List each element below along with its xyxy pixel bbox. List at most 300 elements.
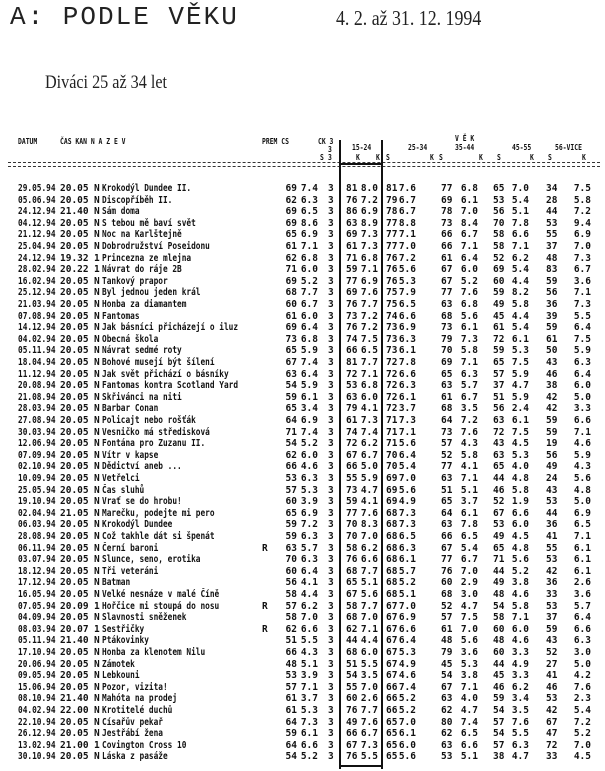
cell-k-35-44: 7.1 [460,681,478,693]
cell-ck: 3 [328,194,334,206]
cell-cs-k: 5.1 [300,658,318,670]
cell-k-45-55: 4.5 [511,531,529,542]
cell-k-35-44: 3.7 [460,496,478,508]
cell-k-56-vice: 6.1 [573,565,591,577]
cell-k-25-34: 6.5 [398,531,416,542]
cell-nazev: Barbar Conan [102,403,159,415]
table-row [0,717,605,729]
col-ck-2: 3 [328,145,332,154]
cell-k-15-24: 7.7 [360,299,378,310]
cell-cas: 20.05 [60,681,89,693]
cell-datum: 14.12.94 [18,322,56,334]
cell-s-56-vice: 19 [546,438,558,450]
cell-s-56-vice: 55 [546,229,558,241]
cell-datum: 05.11.94 [18,635,56,647]
cell-s-56-vice: 56 [546,287,558,299]
cell-k-25-34: 5.6 [398,264,416,276]
cell-ck: 3 [328,728,334,740]
cell-s-56-vice: 59 [546,322,558,334]
cell-k-25-34: 6.0 [398,739,416,751]
cell-k-25-34: 6.1 [398,391,416,403]
cell-s-25-34: 77 [386,217,398,229]
cell-s-25-34: 67 [386,635,398,647]
cell-s-15-24: 72 [346,368,358,380]
cell-cs-k: 3.9 [300,496,318,508]
cell-nazev: Vítr v kapse [102,449,159,461]
cell-s-25-34: 65 [386,728,398,740]
cell-cs-k: 6.2 [300,600,318,612]
cell-cs: 59 [285,728,297,740]
cell-k-56-vice: 3.6 [573,589,591,600]
cell-k-45-55: 5.4 [511,194,529,206]
cell-s-25-34: 68 [386,519,398,531]
col-share-label: S [439,153,443,162]
cell-k-15-24: 7.1 [360,368,378,380]
cell-cs: 57 [285,484,297,496]
cell-k-35-44: 7.1 [460,357,478,368]
cell-s-56-vice: 59 [546,275,558,287]
col-15-24: 15-24 [352,143,372,152]
cell-kanal: N [94,542,100,554]
cell-k-35-44: 5.8 [460,449,478,461]
cell-nazev: Bohové musejí být šílení [102,357,215,368]
cell-kanal: N [94,426,100,438]
cell-nazev: Návrat do ráje 2B [102,264,182,276]
cell-k-45-55: 5.2 [511,565,529,577]
cell-nazev: Slavnosti sněženek [102,612,187,624]
cell-s-45-55: 53 [493,519,505,531]
cell-k-25-34: 5.6 [398,438,416,450]
cell-k-56-vice: 4.6 [573,438,591,450]
cell-s-15-24: 49 [346,716,358,728]
cell-cas: 20.05 [60,647,89,658]
cell-cas: 21.40 [60,693,89,705]
cell-s-35-44: 68 [441,403,453,415]
cell-cs: 62 [285,194,297,206]
cell-cs-k: 4.3 [300,647,318,658]
cell-s-15-24: 67 [346,449,358,461]
cell-s-45-55: 49 [493,531,505,542]
cell-kanal: N [94,415,100,426]
cell-ck: 3 [328,647,334,658]
cell-cs-k: 5.9 [300,380,318,392]
cell-k-15-24: 7.4 [360,426,378,438]
cell-s-45-55: 59 [493,345,505,357]
cell-s-45-55: 65 [493,461,505,473]
cell-k-35-44: 3.0 [460,589,478,600]
cell-ck: 3 [328,612,334,624]
cell-ck: 3 [328,380,334,392]
cell-k-35-44: 6.7 [460,554,478,566]
cell-ck: 3 [328,484,334,496]
cell-cs-k: 6.6 [300,623,318,635]
cell-k-35-44: 5.6 [460,635,478,647]
cell-s-25-34: 65 [386,716,398,728]
cell-cas: 20.05 [60,496,89,508]
cell-k-15-24: 8.0 [360,183,378,194]
table-row [0,392,605,404]
cell-cs: 65 [285,507,297,519]
cell-datum: 04.12.94 [18,217,56,229]
cell-ck: 3 [328,287,334,299]
cell-s-15-24: 68 [346,612,358,624]
cell-cs-k: 4.6 [300,461,318,473]
cell-cas: 20.05 [60,345,89,357]
cell-datum: 12.06.94 [18,438,56,450]
cell-s-35-44: 78 [441,206,453,218]
cell-cs: 69 [285,217,297,229]
cell-datum: 25.05.94 [18,484,56,496]
cell-s-25-34: 78 [386,206,398,218]
cell-datum: 06.11.94 [18,542,56,554]
cell-s-25-34: 67 [386,612,398,624]
cell-s-35-44: 73 [441,217,453,229]
cell-ck: 3 [328,473,334,484]
cell-cs: 61 [285,310,297,322]
cell-datum: 07.05.94 [18,600,56,612]
cell-s-45-55: 60 [493,275,505,287]
cell-cs: 69 [285,275,297,287]
cell-s-56-vice: 47 [546,728,558,740]
cell-s-45-55: 59 [493,693,505,705]
cell-s-25-34: 72 [386,391,398,403]
cell-s-35-44: 69 [441,194,453,206]
cell-k-25-34: 7.6 [398,183,416,194]
cell-k-25-34: 6.1 [398,554,416,566]
cell-k-15-24: 5.5 [360,658,378,670]
cell-cs-k: 3.9 [300,670,318,682]
cell-s-45-55: 58 [493,241,505,252]
cell-cs-k: 5.9 [300,345,318,357]
cell-s-45-55: 56 [493,206,505,218]
cell-s-45-55: 59 [493,287,505,299]
cell-k-56-vice: 7.3 [573,252,591,264]
cell-s-35-44: 57 [441,612,453,624]
cell-k-35-44: 6.5 [460,531,478,542]
cell-datum: 02.04.94 [18,507,56,519]
cell-datum: 24.12.94 [18,206,56,218]
cell-s-45-55: 49 [493,299,505,310]
cell-k-56-vice: 6.6 [573,415,591,426]
cell-s-35-44: 60 [441,577,453,589]
table-row [0,705,605,717]
cell-s-45-55: 44 [493,473,505,484]
cell-s-15-24: 55 [346,473,358,484]
cell-s-56-vice: 36 [546,519,558,531]
cell-s-35-44: 67 [441,542,453,554]
cell-s-45-55: 54 [493,600,505,612]
cell-k-56-vice: 6.4 [573,612,591,624]
cell-k-56-vice: 6.5 [573,519,591,531]
cell-k-56-vice: 6.3 [573,635,591,647]
cell-cs-k: 4.4 [300,589,318,600]
cell-k-15-24: 7.1 [360,623,378,635]
cell-datum: 19.10.94 [18,496,56,508]
cell-s-56-vice: 37 [546,241,558,252]
cell-k-45-55: 4.0 [511,461,529,473]
cell-datum: 25.04.94 [18,241,56,252]
cell-ck: 3 [328,275,334,287]
cell-k-35-44: 7.0 [460,206,478,218]
cell-datum: 22.10.94 [18,716,56,728]
cell-datum: 18.04.94 [18,357,56,368]
cell-cs: 64 [285,716,297,728]
cell-k-15-24: 8.9 [360,217,378,229]
cell-s-35-44: 62 [441,728,453,740]
cell-k-45-55: 5.8 [511,299,529,310]
cell-s-25-34: 71 [386,426,398,438]
cell-k-15-24: 7.3 [360,739,378,751]
cell-datum: 20.06.94 [18,658,56,670]
table-row [0,369,605,381]
cell-ck: 3 [328,519,334,531]
cell-cs-k: 6.4 [300,368,318,380]
cell-cs: 60 [285,299,297,310]
cell-s-45-55: 65 [493,357,505,368]
cell-cs-k: 6.5 [300,206,318,218]
cell-s-25-34: 79 [386,194,398,206]
table-row [0,253,605,265]
cell-nazev: Krotitelé duchů [102,705,173,716]
cell-nazev: Honba za diamantem [102,299,187,310]
cell-s-35-44: 61 [441,623,453,635]
cell-cas: 20.05 [60,357,89,368]
cell-cs: 63 [285,368,297,380]
cell-s-35-44: 61 [441,252,453,264]
cell-cas: 20.05 [60,217,89,229]
cell-k-25-34: 6.3 [398,380,416,392]
table-row [0,183,605,195]
cell-cs-k: 6.0 [300,449,318,461]
cell-s-15-24: 69 [346,229,358,241]
cell-s-25-34: 67 [386,670,398,682]
cell-kanal: N [94,705,100,716]
cell-s-56-vice: 59 [546,426,558,438]
cell-kanal: N [94,565,100,577]
cell-cs: 62 [285,449,297,461]
col-25-34: 25-34 [408,143,428,152]
cell-ck: 3 [328,693,334,705]
cell-s-15-24: 58 [346,542,358,554]
cell-ck: 3 [328,183,334,194]
cell-cs-k: 6.4 [300,565,318,577]
cell-k-35-44: 8.4 [460,217,478,229]
cell-cs: 66 [285,647,297,658]
subtitle: Diváci 25 až 34 let [45,72,167,93]
cell-ck: 3 [328,415,334,426]
cell-s-45-55: 71 [493,554,505,566]
cell-k-45-55: 5.1 [511,206,529,218]
col-vek: V Ě K [455,134,475,143]
cell-cs: 59 [285,391,297,403]
table-row [0,635,605,647]
cell-kanal: N [94,751,100,763]
cell-k-15-24: 5.1 [360,577,378,589]
cell-k-15-24: 7.3 [360,241,378,252]
cell-nazev: Černí baroni [102,542,159,554]
cell-cas: 20.05 [60,531,89,542]
table-row [0,287,605,299]
cell-cs-k: 5.2 [300,438,318,450]
cell-cas: 20.05 [60,519,89,531]
cell-k-15-24: 4.4 [360,635,378,647]
cell-cas: 20.05 [60,194,89,206]
col-rating-label: K [376,153,380,162]
cell-cs: 67 [285,357,297,368]
cell-k-35-44: 2.9 [460,577,478,589]
cell-kanal: 1 [94,264,100,276]
cell-k-56-vice: 5.5 [573,310,591,322]
cell-k-56-vice: 6.1 [573,554,591,566]
cell-s-45-55: 69 [493,264,505,276]
cell-s-35-44: 66 [441,241,453,252]
cell-ck: 3 [328,322,334,334]
cell-s-35-44: 52 [441,449,453,461]
cell-ck: 3 [328,310,334,322]
cell-k-25-34: 6.7 [398,206,416,218]
cell-kanal: N [94,299,100,310]
cell-s-25-34: 71 [386,438,398,450]
cell-cs: 57 [285,681,297,693]
cell-s-15-24: 70 [346,519,358,531]
cell-s-35-44: 77 [441,461,453,473]
cell-s-15-24: 69 [346,287,358,299]
cell-s-15-24: 77 [346,507,358,519]
cell-s-35-44: 64 [441,507,453,519]
cell-k-35-44: 5.3 [460,658,478,670]
cell-s-25-34: 67 [386,658,398,670]
cell-k-45-55: 4.9 [511,658,529,670]
cell-cas: 20.09 [60,600,89,612]
cell-s-56-vice: 67 [546,716,558,728]
cell-s-56-vice: 59 [546,623,558,635]
cell-ck: 3 [328,589,334,600]
cell-cs-k: 4.1 [300,577,318,589]
cell-kanal: N [94,612,100,624]
cell-k-35-44: 3.6 [460,647,478,658]
cell-cs: 58 [285,612,297,624]
cell-s-45-55: 60 [493,623,505,635]
cell-nazev: Fantomas kontra Scotland Yard [102,380,239,392]
cell-nazev: S tebou mě baví svět [102,217,196,229]
cell-ck: 3 [328,577,334,589]
cell-s-35-44: 61 [441,391,453,403]
cell-nazev: Discopříběh II. [102,194,173,206]
cell-datum: 29.05.94 [18,183,56,194]
header-divider [8,162,600,167]
cell-s-25-34: 73 [386,345,398,357]
cell-k-15-24: 7.3 [360,229,378,241]
cell-datum: 05.06.94 [18,194,56,206]
cell-k-56-vice: 6.3 [573,357,591,368]
cell-cs-k: 6.4 [300,322,318,334]
cell-nazev: Policajt nebo rošťák [102,415,196,426]
cell-s-45-55: 37 [493,380,505,392]
cell-s-25-34: 69 [386,484,398,496]
cell-k-35-44: 6.4 [460,252,478,264]
col-share-label: S [548,153,552,162]
cell-nazev: Batman [102,577,131,589]
cell-k-45-55: 4.8 [511,542,529,554]
cell-s-35-44: 65 [441,496,453,508]
cell-kanal: N [94,345,100,357]
cell-k-25-34: 6.4 [398,449,416,461]
cell-cas: 20.05 [60,310,89,322]
cell-s-15-24: 54 [346,670,358,682]
cell-s-35-44: 52 [441,600,453,612]
cell-nazev: Princezna ze mlejna [102,252,192,264]
cell-nazev: Dobrodružství Poseidonu [102,241,210,252]
cell-datum: 05.11.94 [18,345,56,357]
cell-k-45-55: 3.4 [511,693,529,705]
cell-s-45-55: 54 [493,728,505,740]
cell-k-15-24: 5.9 [360,473,378,484]
cell-k-15-24: 6.5 [360,345,378,357]
cell-s-45-55: 57 [493,368,505,380]
col-ck: CK 3 [318,137,334,146]
cell-cs-k: 7.1 [300,241,318,252]
cell-s-45-55: 72 [493,426,505,438]
cell-k-35-44: 5.1 [460,751,478,763]
highlight-box-bottom [339,765,383,767]
cell-cas: 20.05 [60,229,89,241]
cell-cas: 20.05 [60,670,89,682]
cell-s-45-55: 57 [493,739,505,751]
cell-kanal: N [94,728,100,740]
cell-s-56-vice: 46 [546,368,558,380]
cell-cs: 71 [285,264,297,276]
cell-s-56-vice: 53 [546,693,558,705]
cell-cs-k: 7.2 [300,519,318,531]
cell-nazev: Vesničko má středisková [102,426,210,438]
cell-s-25-34: 72 [386,357,398,368]
cell-s-35-44: 66 [441,229,453,241]
cell-s-35-44: 45 [441,658,453,670]
cell-s-25-34: 77 [386,229,398,241]
cell-k-25-34: 5.4 [398,461,416,473]
cell-k-56-vice: 2.6 [573,577,591,589]
cell-cs: 69 [285,206,297,218]
cell-cas: 20.05 [60,287,89,299]
cell-nazev: Lebkouni [102,670,140,682]
cell-s-45-55: 61 [493,322,505,334]
cell-s-25-34: 67 [386,623,398,635]
cell-s-15-24: 86 [346,206,358,218]
cell-s-56-vice: 42 [546,391,558,403]
cell-kanal: N [94,531,100,542]
cell-kanal: N [94,380,100,392]
cell-s-35-44: 76 [441,565,453,577]
cell-cs-k: 3.4 [300,403,318,415]
col-rating-label: K [582,153,586,162]
cell-s-15-24: 71 [346,252,358,264]
cell-nazev: Vetřelci [102,473,140,484]
cell-k-35-44: 7.6 [460,287,478,299]
cell-s-35-44: 77 [441,554,453,566]
cell-k-56-vice: 7.6 [573,681,591,693]
table-row [0,751,605,763]
cell-datum: 17.12.94 [18,577,56,589]
cell-s-25-34: 66 [386,693,398,705]
cell-kanal: N [94,658,100,670]
cell-cs: 61 [285,241,297,252]
cell-cs-k: 6.8 [300,252,318,264]
cell-datum: 06.03.94 [18,519,56,531]
col-cas-kan-nazev: ČAS KAN N A Z E V [60,137,126,146]
cell-k-56-vice: 4.3 [573,461,591,473]
cell-datum: 04.02.94 [18,333,56,345]
cell-s-15-24: 66 [346,461,358,473]
